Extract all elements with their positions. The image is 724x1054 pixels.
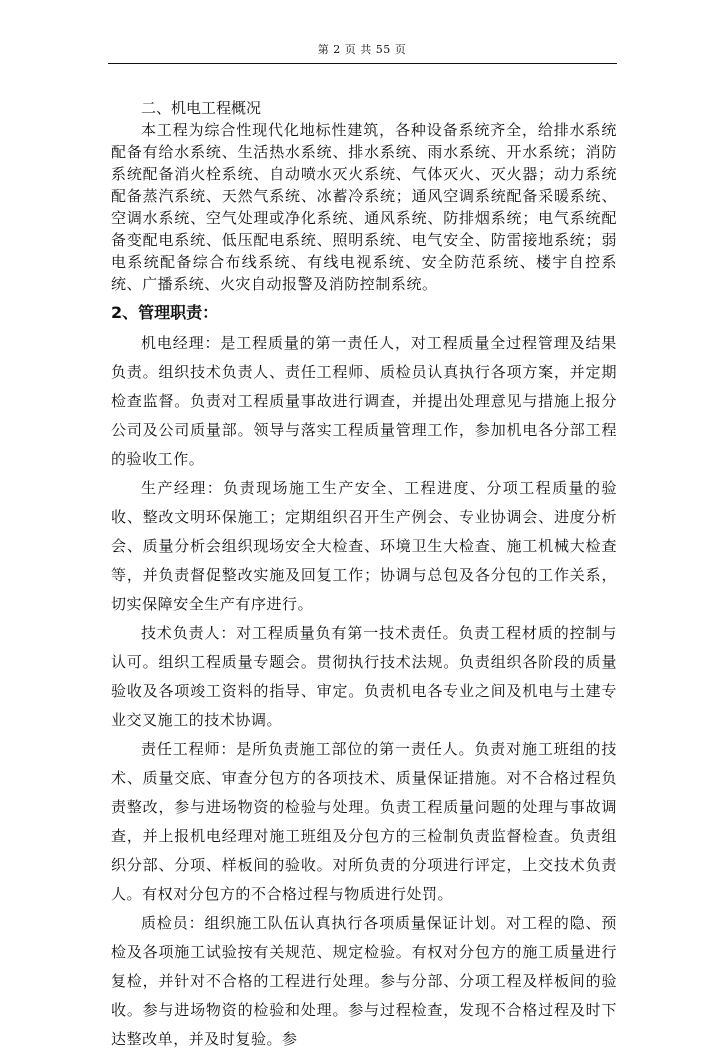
header-divider: [108, 63, 617, 64]
page-header: 第 2 页 共 55 页: [317, 43, 407, 56]
overview-paragraph: 本工程为综合性现代化地标性建筑，各种设备系统齐全，给排水系统配备有给水系统、生活热水系统、排水系统、雨水系统、开水系统；消防系统配备消火栓系统、自动喷水灭火系统、气体灭火、灭火器；动力系统配备蒸汽系统、天然气系统、冰蓄冷系统；通风空调系统配备采暖系统、空调水系统、空气处理或净化系统、通风系统、防排烟系统；电气系统配备变配电系统、低压配电系统、照明系统、电气安全、防雷接地系统；弱电系统配备综合布线系统、有线电视系统、安全防范系统、楼宇自控系统、广播系统、火灾自动报警及消防控制系统。: [111, 121, 617, 293]
technical-lead-paragraph: 技术负责人：对工程质量负有第一技术责任。负责工程材质的控制与认可。组织工程质量专题会。贯彻执行技术法规。负责组织各阶段的质量验收及各项竣工资料的指导、审定。负责机电各专业之间及机电与土建专业交叉施工的技术协调。: [111, 624, 617, 729]
responsible-engineer-paragraph: 责任工程师：是所负责施工部位的第一责任人。负责对施工班组的技术、质量交底、审查分包方的各项技术、质量保证措施。对不合格过程负责整改，参与进场物资的检验与处理。负责工程质量问题的处理与事故调查，并上报机电经理对施工班组及分包方的三检制负责监督检查。负责组织分部、分项、样板间的验收。对所负责的分项进行评定，上交技术负责人。有权对分包方的不合格过程与物质进行处罚。: [111, 740, 617, 903]
production-manager-paragraph: 生产经理：负责现场施工生产安全、工程进度、分项工程质量的验收、整改文明环保施工；定期组织召开生产例会、专业协调会、进度分析会、质量分析会组织现场安全大检查、环境卫生大检查、施工机械大检查等，并负责督促整改实施及回复工作；协调与总包及各分包的工作关系，切实保障安全生产有序进行。: [111, 479, 617, 613]
responsibilities-heading: 2、管理职责：: [111, 303, 219, 322]
document-body: [111, 97, 617, 1054]
section-title: 二、机电工程概况: [141, 99, 262, 117]
mep-manager-paragraph: 机电经理：是工程质量的第一责任人，对工程质量全过程管理及结果负责。组织技术负责人、责任工程师、质检员认真执行各项方案，并定期检查监督。负责对工程质量事故进行调查，并提出处理意见与措施上报分公司及公司质量部。领导与落实工程质量管理工作，参加机电各分部工程的验收工作。: [111, 334, 617, 468]
quality-inspector-paragraph: 质检员：组织施工队伍认真执行各项质量保证计划。对工程的隐、预检及各项施工试验按有关规范、规定检验。有权对分包方的施工质量进行复检，并针对不合格的工程进行处理。参与分部、分项工程及样板间的验收。参与进场物资的检验和处理。参与过程检查，发现不合格过程及时下达整改单，并及时复验。参: [111, 914, 617, 1048]
